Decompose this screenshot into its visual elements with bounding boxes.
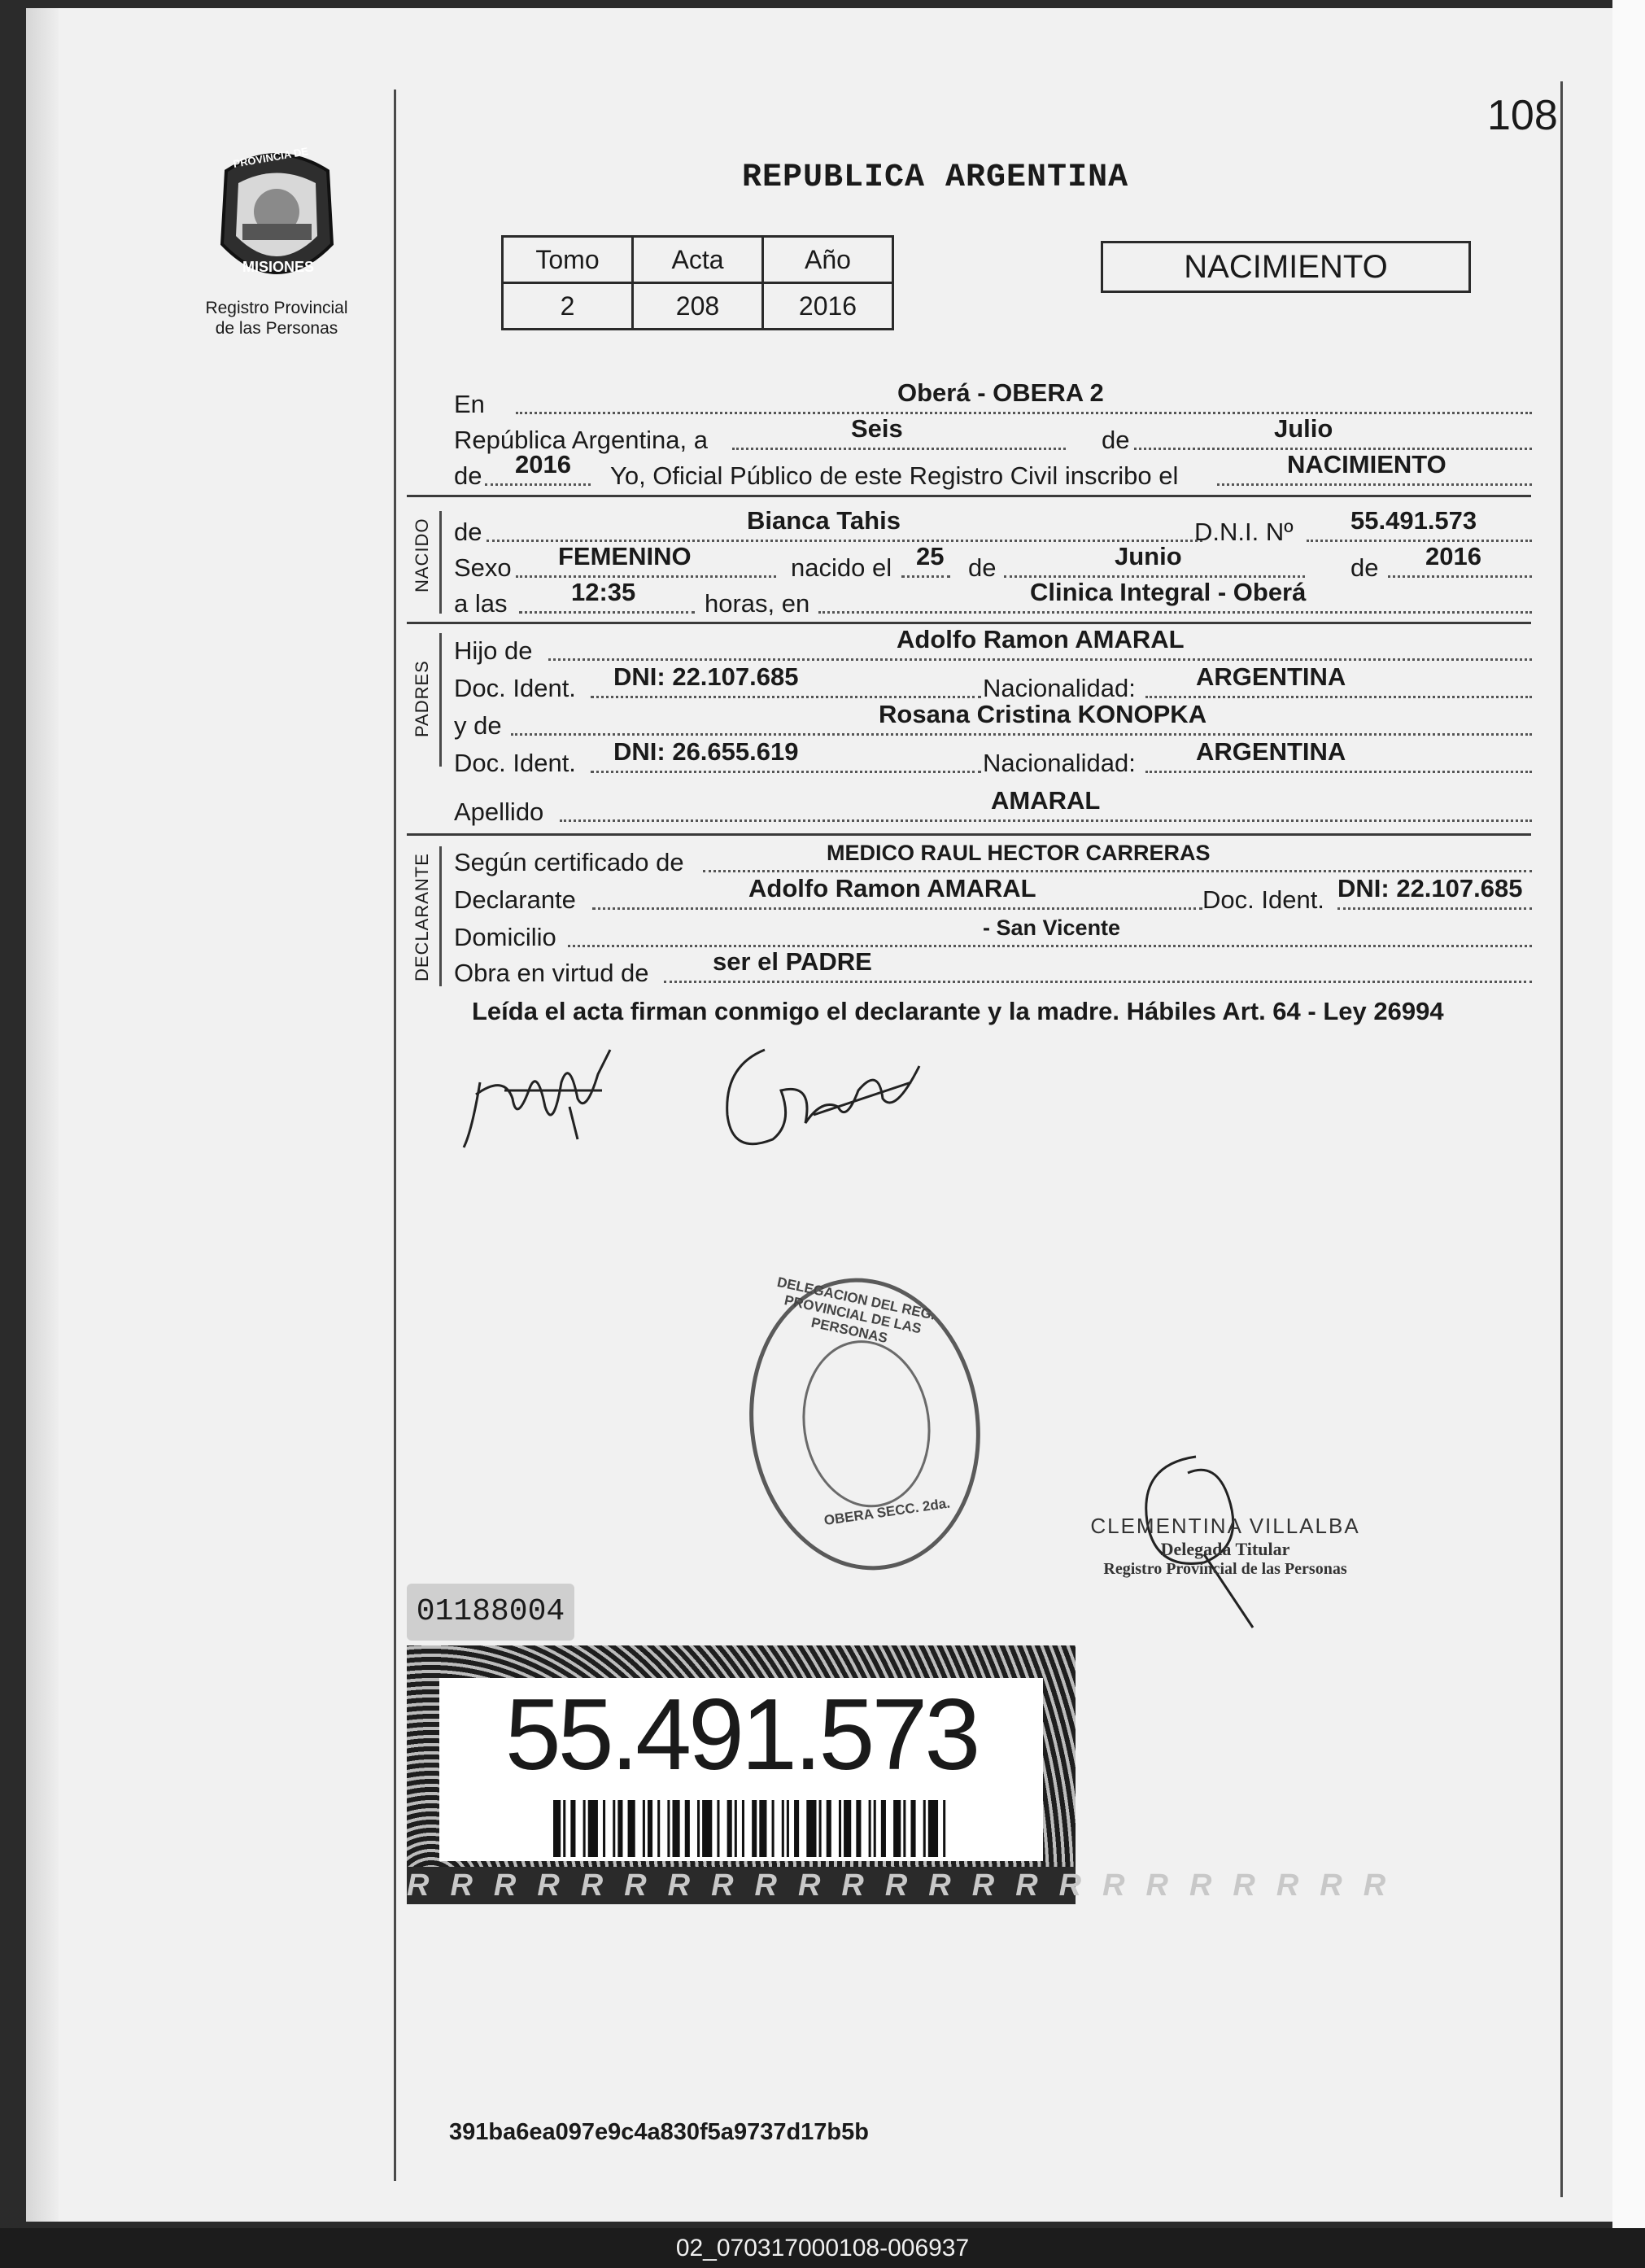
- dotted-line: [548, 658, 1532, 661]
- barcode-bar: [657, 1800, 660, 1857]
- barcode-bar: [943, 1800, 945, 1857]
- barcode-bar: [697, 1800, 700, 1857]
- section-divider: [407, 495, 1531, 497]
- value-dni: 55.491.573: [1350, 506, 1477, 535]
- emblem-text-top: PROVINCIA DE: [232, 145, 310, 170]
- row-obra: [454, 947, 1532, 988]
- side-label-declarante: DECLARANTE: [412, 853, 432, 981]
- dotted-line: [516, 412, 1532, 414]
- dotted-line: [818, 611, 1532, 614]
- dotted-line: [519, 611, 695, 614]
- barcode-bar: [881, 1800, 886, 1857]
- barcode-bar: [685, 1800, 690, 1857]
- barcode-bar: [742, 1800, 744, 1857]
- header-ano: Año: [763, 237, 893, 283]
- dotted-line: [1337, 907, 1532, 910]
- value-year: 2016: [515, 450, 571, 479]
- dotted-line: [560, 819, 1532, 822]
- serial-label: 01188004: [407, 1584, 574, 1641]
- barcode-bar: [806, 1800, 816, 1857]
- left-margin-line: [394, 90, 396, 2181]
- row-hijo: [454, 625, 1532, 666]
- barcode-bar: [672, 1800, 679, 1857]
- barcode-bar: [794, 1800, 799, 1857]
- barcode-bar: [819, 1800, 822, 1857]
- value-place: Clinica Integral - Oberá: [1030, 578, 1307, 606]
- signature-declarante: [456, 1033, 635, 1156]
- side-label-padres: PADRES: [412, 660, 432, 737]
- barcode-bar: [563, 1800, 565, 1857]
- dotted-line: [703, 870, 1532, 872]
- label-de-byear: de: [1350, 553, 1379, 582]
- value-birth-year: 2016: [1425, 542, 1481, 570]
- official-role: Delegada Titular: [1160, 1539, 1290, 1559]
- value-mother-doc: DNI: 26.655.619: [613, 737, 799, 766]
- barcode-sticker: [407, 1645, 1407, 1904]
- barcode-bar: [772, 1800, 775, 1857]
- row-declarante: [454, 874, 1532, 915]
- page-number: 108: [1487, 92, 1558, 139]
- value-tomo: 2: [503, 283, 633, 330]
- barcode-bar: [727, 1800, 732, 1857]
- barcode-bar: [787, 1800, 789, 1857]
- emblem-text-bottom: MISIONES: [242, 259, 315, 275]
- value-mother-name: Rosana Cristina KONOPKA: [879, 700, 1207, 728]
- barcode-bar: [893, 1800, 901, 1857]
- right-margin-line: [1560, 81, 1563, 2197]
- header-acta: Acta: [633, 237, 763, 283]
- barcode-bar: [617, 1800, 622, 1857]
- barcode-bar: [910, 1800, 915, 1857]
- label-apellido: Apellido: [454, 798, 544, 826]
- value-father-nat: ARGENTINA: [1196, 662, 1346, 691]
- dotted-line: [591, 771, 981, 773]
- official-block: [1079, 1514, 1372, 1579]
- stamp-text: DELEGACION DEL REG. PROVINCIAL DE LAS PERSONAS: [775, 1274, 937, 1347]
- side-label-nacido: NACIDO: [412, 518, 432, 592]
- label-a-las: a las: [454, 589, 508, 618]
- value-sexo: FEMENINO: [558, 542, 692, 570]
- row-year: [454, 450, 1532, 491]
- registro-logo-caption: [182, 298, 371, 339]
- label-doc-ident: Doc. Ident.: [454, 674, 576, 702]
- row-hora: [454, 578, 1532, 618]
- label-de-year: de: [454, 461, 482, 490]
- value-father-name: Adolfo Ramon AMARAL: [897, 625, 1185, 653]
- dotted-line: [1217, 483, 1532, 486]
- value-ano: 2016: [763, 283, 893, 330]
- value-obra: ser el PADRE: [713, 947, 872, 976]
- signature-mother: [716, 1033, 927, 1156]
- label-hijo: Hijo de: [454, 636, 533, 665]
- footer-id: 02_070317000108-006937: [0, 2228, 1645, 2268]
- label-sexo: Sexo: [454, 553, 512, 582]
- barcode-number: 55.491.573: [504, 1679, 978, 1791]
- section-bracket: [439, 511, 442, 614]
- barcode-bar: [923, 1800, 926, 1857]
- barcode-bar: [643, 1800, 645, 1857]
- row-domicilio: [454, 916, 1532, 952]
- section-bracket: [439, 846, 442, 986]
- label-domicilio: Domicilio: [454, 923, 556, 951]
- label-nacido-el: nacido el: [791, 553, 892, 582]
- value-mother-nat: ARGENTINA: [1196, 737, 1346, 766]
- label-y-de: y de: [454, 711, 502, 740]
- dotted-line: [516, 575, 776, 578]
- barcode-bar: [827, 1800, 831, 1857]
- label-obra: Obra en virtud de: [454, 959, 649, 987]
- row-segun: [454, 841, 1532, 877]
- barcode-bar: [702, 1800, 712, 1857]
- barcode-bar: [603, 1800, 605, 1857]
- value-segun: MEDICO RAUL HECTOR CARRERAS: [827, 841, 1211, 865]
- barcode-bar: [588, 1800, 598, 1857]
- barcode-bar: [628, 1800, 635, 1857]
- official-office: Registro Provincial de las Personas: [1103, 1560, 1347, 1578]
- record-type-box: NACIMIENTO: [1101, 241, 1471, 293]
- closing-text: Leída el acta firman conmigo el declarante y la madre. Hábiles Art. 64 - Ley 26994: [472, 997, 1444, 1025]
- label-yo: Yo, Oficial Público de este Registro Civil inscribo el: [610, 461, 1179, 490]
- label-republica: República Argentina, a: [454, 426, 708, 454]
- barcode-bar: [553, 1800, 561, 1857]
- barcode-bar: [839, 1800, 841, 1857]
- value-birth-day: 25: [916, 542, 945, 570]
- value-day: Seis: [851, 414, 903, 443]
- barcode-bar: [844, 1800, 851, 1857]
- value-declarante: Adolfo Ramon AMARAL: [748, 874, 1036, 902]
- value-en: Oberá - OBERA 2: [897, 378, 1104, 407]
- barcode-bar: [782, 1800, 784, 1857]
- dotted-line: [511, 733, 1532, 736]
- document-hash: 391ba6ea097e9c4a830f5a9737d17b5b: [449, 2119, 869, 2145]
- record-table: [501, 235, 894, 330]
- barcode-inner: [439, 1678, 1043, 1861]
- barcode-bar: [869, 1800, 871, 1857]
- barcode-pattern-strip: RRRRRRRRRRRRRRRRRRRRRRR: [407, 1868, 1407, 1903]
- row-father-doc: [454, 662, 1532, 703]
- page-edge: [1612, 0, 1645, 2230]
- row-mother-doc: [454, 737, 1532, 778]
- stamp-emblem: [792, 1332, 940, 1516]
- row-mother: [454, 700, 1532, 741]
- barcode-bar: [903, 1800, 905, 1857]
- value-birth-month: Junio: [1115, 542, 1182, 570]
- label-de: de: [1102, 426, 1130, 454]
- barcode-bar: [928, 1800, 938, 1857]
- barcode-bar: [735, 1800, 737, 1857]
- row-apellido: [454, 786, 1532, 827]
- barcode-bar: [613, 1800, 615, 1857]
- logo-line2: de las Personas: [215, 319, 338, 338]
- label-de-name: de: [454, 518, 482, 546]
- barcode-bar: [667, 1800, 670, 1857]
- label-en: En: [454, 390, 485, 418]
- barcode-bar: [570, 1800, 575, 1857]
- value-name: Bianca Tahis: [747, 506, 901, 535]
- province-emblem-logo: [210, 146, 344, 289]
- barcode-bar: [717, 1800, 719, 1857]
- section-bracket: [439, 633, 442, 767]
- section-divider: [407, 833, 1531, 836]
- dotted-line: [664, 981, 1532, 983]
- label-doc-ident: Doc. Ident.: [1202, 885, 1324, 914]
- barcode-bars: [553, 1800, 936, 1857]
- value-father-doc: DNI: 22.107.685: [613, 662, 799, 691]
- page-title: REPUBLICA ARGENTINA: [742, 160, 1129, 196]
- value-apellido: AMARAL: [991, 786, 1101, 815]
- dotted-line: [732, 448, 1066, 450]
- value-declarante-doc: DNI: 22.107.685: [1337, 874, 1523, 902]
- dotted-line: [1307, 540, 1532, 542]
- logo-line1: Registro Provincial: [205, 299, 348, 317]
- value-time: 12:35: [571, 578, 636, 606]
- value-acta: 208: [633, 283, 763, 330]
- official-name: CLEMENTINA VILLALBA: [1090, 1514, 1360, 1538]
- barcode-bar: [583, 1800, 586, 1857]
- barcode-bar: [759, 1800, 766, 1857]
- label-nacionalidad: Nacionalidad:: [983, 674, 1136, 702]
- value-inscribo: NACIMIENTO: [1287, 450, 1446, 479]
- dotted-line: [901, 575, 950, 578]
- label-declarante: Declarante: [454, 885, 576, 914]
- value-domicilio: - San Vicente: [983, 916, 1121, 940]
- header-tomo: Tomo: [503, 237, 633, 283]
- label-de-month: de: [968, 553, 997, 582]
- label-segun: Según certificado de: [454, 848, 684, 876]
- dotted-line: [485, 483, 591, 486]
- label-dni: D.N.I. Nº: [1194, 518, 1294, 546]
- barcode-bar: [752, 1800, 757, 1857]
- label-horas: horas, en: [705, 589, 810, 618]
- value-month: Julio: [1274, 414, 1333, 443]
- barcode-bar: [874, 1800, 876, 1857]
- dotted-line: [1145, 696, 1532, 698]
- dotted-line: [592, 907, 1202, 910]
- dotted-line: [1388, 575, 1532, 578]
- stamp-inner-text: OBERA SECC. 2da.: [822, 1495, 952, 1529]
- dotted-line: [591, 696, 981, 698]
- section-divider: [407, 622, 1531, 624]
- label-nacionalidad: Nacionalidad:: [983, 749, 1136, 777]
- barcode-bar: [856, 1800, 861, 1857]
- barcode-bar: [648, 1800, 652, 1857]
- label-doc-ident: Doc. Ident.: [454, 749, 576, 777]
- row-en: [454, 378, 1532, 419]
- dotted-line: [1145, 771, 1532, 773]
